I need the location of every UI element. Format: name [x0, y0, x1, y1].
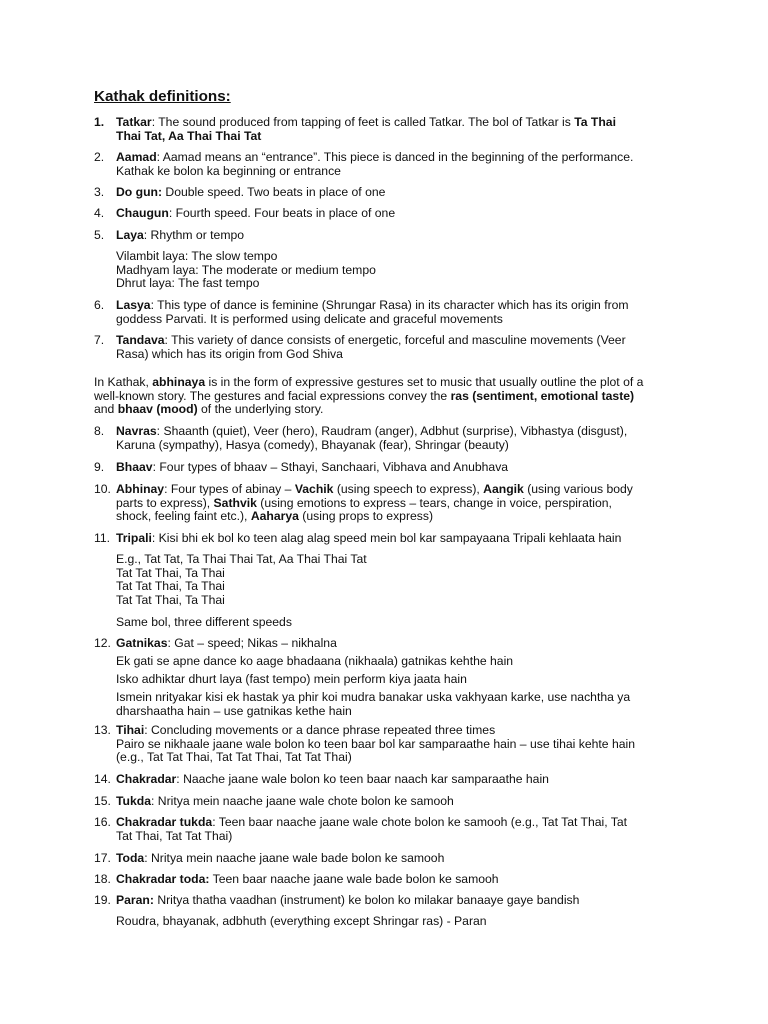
term: Paran:	[116, 893, 154, 907]
abhinaya-paragraph	[94, 376, 694, 417]
definition-text: (e.g., Tat Tat Thai, Tat Tat Thai, Tat Tat Thai)	[116, 750, 352, 765]
definition-text: shock, feeling faint etc.),	[116, 509, 251, 524]
term: Tihai	[116, 723, 145, 737]
list-item-toda	[94, 852, 694, 866]
definition-text: : Nritya mein naache jaane wale bade bolon ke samooh	[144, 851, 445, 865]
list-item-tandava	[94, 334, 694, 361]
term: Tatkar	[116, 115, 152, 129]
definition-text: Pairo se nikhaale jaane wale bolon ko teen baar bol kar samparaathe hain – use tihai kehte hain	[116, 736, 635, 751]
laya-type: Dhrut laya: The fast tempo	[116, 276, 260, 291]
definition-text: Tat Thai, Tat Tat Thai)	[116, 828, 233, 843]
item-number: 13.	[94, 723, 111, 737]
item-number: 12.	[94, 636, 111, 650]
definition-text: Double speed. Two beats in place of one	[162, 185, 386, 199]
item-number: 18.	[94, 872, 111, 886]
tripali-note: Same bol, three different speeds	[116, 615, 292, 629]
definition-text: : Four types of abinay –	[164, 482, 295, 496]
definition-text: (using emotions to express – tears, change in voice, perspiration,	[256, 495, 612, 510]
term: Tandava	[116, 333, 165, 347]
list-item-chakradar-toda	[94, 873, 694, 887]
term: Tripali	[116, 531, 152, 545]
gatnikas-line: Ek gati se apne dance ko aage bhadaana (nikhaala) gatnikas kehthe hain	[116, 654, 514, 668]
paragraph-text: In Kathak,	[94, 375, 153, 389]
term: Tukda	[116, 794, 151, 808]
item-number: 6.	[94, 298, 105, 312]
term: ras (sentiment, emotional taste)	[450, 388, 635, 403]
paragraph-text: well-known story. The gestures and facial expressions convey the	[94, 388, 451, 403]
list-item-abhinay	[94, 483, 694, 524]
term: bhaav (mood)	[117, 402, 198, 417]
paran-note: Roudra, bhayanak, adbhuth (everything except Shringar ras) - Paran	[116, 914, 487, 928]
definition-text: dharshaatha hain – use gatnikas kethe hain	[116, 703, 352, 718]
definition-text: : Shaanth (quiet), Veer (hero), Raudram (anger), Adbhut (surprise), Vibhastya (disgust),	[156, 424, 628, 438]
definition-text: : Aamad means an “entrance”. This piece is danced in the beginning of the performance.	[156, 150, 634, 164]
term: Gatnikas	[116, 636, 168, 650]
list-item-bhaav	[94, 461, 694, 475]
item-number: 19.	[94, 893, 111, 907]
definition-text: parts to express),	[116, 495, 214, 510]
list-item-tukda	[94, 795, 694, 809]
example-line: Tat Tat Thai, Ta Thai	[116, 592, 225, 607]
item-number: 9.	[94, 460, 105, 474]
definition-text: : Concluding movements or a dance phrase repeated three times	[144, 723, 496, 737]
definition-text: (using various body	[523, 482, 633, 496]
definition-text: : This type of dance is feminine (Shrungar Rasa) in its character which has its origin from	[150, 298, 629, 312]
list-item-tihai	[94, 724, 694, 765]
list-item-lasya	[94, 299, 694, 326]
laya-type: Madhyam laya: The moderate or medium tempo	[116, 262, 376, 277]
example-line: Tat Tat Thai, Ta Thai	[116, 579, 225, 594]
example-line: E.g., Tat Tat, Ta Thai Thai Tat, Aa Thai Thai Tat	[116, 552, 367, 566]
list-item-navras	[94, 425, 694, 452]
term: Navras	[116, 424, 157, 438]
definition-text: Teen baar naache jaane wale bade bolon ke samooh	[209, 872, 499, 886]
definition-text: : Gat – speed; Nikas – nikhalna	[167, 636, 337, 650]
item-number: 1.	[94, 115, 105, 129]
gatnikas-line	[116, 691, 696, 718]
item-number: 11.	[94, 531, 111, 545]
term: Toda	[116, 851, 145, 865]
list-item-chakradar	[94, 773, 694, 787]
page-title: Kathak definitions:	[94, 88, 231, 105]
definition-text: : Rhythm or tempo	[143, 228, 245, 242]
term: Aamad	[116, 150, 157, 164]
list-item-chakradar-tukda	[94, 816, 694, 843]
item-number: 14.	[94, 772, 111, 786]
definition-text: : Fourth speed. Four beats in place of one	[168, 206, 396, 220]
item-number: 8.	[94, 424, 105, 438]
list-item-gatnikas	[94, 637, 694, 651]
term: abhinaya	[152, 375, 206, 389]
tripali-examples	[116, 553, 696, 607]
definition-text: Kathak ke bolon ka beginning or entrance	[116, 163, 341, 178]
definition-text: : Nritya mein naache jaane wale chote bolon ke samooh	[151, 794, 454, 808]
list-item-do-gun	[94, 186, 694, 200]
laya-types	[116, 250, 696, 291]
gatnikas-line: Isko adhiktar dhurt laya (fast tempo) mein perform kiya jaata hain	[116, 672, 467, 686]
list-item-tripali	[94, 532, 694, 546]
definition-text: (using props to express)	[298, 509, 434, 524]
definition-text: : Kisi bhi ek bol ko teen alag alag speed mein bol kar sampayaana Tripali kehlaata hain	[151, 531, 622, 545]
term: Aangik	[483, 482, 524, 496]
term: Chakradar toda:	[116, 872, 210, 886]
definition-text: Karuna (sympathy), Hasya (comedy), Bhayanak (fear), Shringar (beauty)	[116, 437, 509, 452]
paragraph-text: of the underlying story.	[197, 402, 324, 417]
definition-text: : Teen baar naache jaane wale chote bolon ke samooh (e.g., Tat Tat Thai, Tat	[212, 815, 628, 829]
list-item-chaugun	[94, 207, 694, 221]
item-number: 7.	[94, 333, 105, 347]
item-number: 3.	[94, 185, 105, 199]
term: Vachik	[294, 482, 334, 496]
definition-text: Nritya thatha vaadhan (instrument) ke bolon ko milakar banaaye gaye bandish	[153, 893, 580, 907]
term: Abhinay	[116, 482, 165, 496]
definition-text: : Naache jaane wale bolon ko teen baar naach kar samparaathe hain	[176, 772, 549, 786]
bol-text: Thai Tat, Aa Thai Thai Tat	[116, 128, 262, 143]
definition-text: : The sound produced from tapping of feet is called Tatkar. The bol of Tatkar is	[151, 115, 575, 129]
term: Chakradar	[116, 772, 177, 786]
list-item-paran	[94, 894, 694, 908]
term: Laya	[116, 228, 144, 242]
list-item-aamad	[94, 151, 694, 178]
item-number: 4.	[94, 206, 105, 220]
term: Do gun:	[116, 185, 163, 199]
item-number: 5.	[94, 228, 105, 242]
term: Chakradar tukda	[116, 815, 213, 829]
paragraph-text: and	[94, 402, 118, 417]
definition-text: : This variety of dance consists of energetic, forceful and masculine movements (Veer	[164, 333, 626, 347]
term: Chaugun	[116, 206, 169, 220]
list-item-tatkar	[94, 116, 694, 143]
term: Lasya	[116, 298, 151, 312]
definition-text: Rasa) which has its origin from God Shiva	[116, 346, 343, 361]
item-number: 15.	[94, 794, 111, 808]
bol-text: Ta Thai	[574, 115, 616, 129]
item-number: 16.	[94, 815, 111, 829]
item-number: 2.	[94, 150, 105, 164]
item-number: 17.	[94, 851, 111, 865]
definition-text: : Four types of bhaav – Sthayi, Sanchaari, Vibhava and Anubhava	[152, 460, 509, 474]
list-item-laya	[94, 229, 694, 243]
term: Bhaav	[116, 460, 153, 474]
item-number: 10.	[94, 482, 111, 496]
example-line: Tat Tat Thai, Ta Thai	[116, 565, 225, 580]
term: Aaharya	[250, 509, 299, 524]
definition-text: (using speech to express),	[333, 482, 484, 496]
laya-type: Vilambit laya: The slow tempo	[116, 249, 278, 263]
term: Sathvik	[213, 495, 257, 510]
definition-text: goddess Parvati. It is performed using delicate and graceful movements	[116, 311, 503, 326]
definition-text: Ismein nrityakar kisi ek hastak ya phir koi mudra banakar uska vakhyaan karke, use nachtha ya	[116, 690, 631, 704]
paragraph-text: is in the form of expressive gestures set to music that usually outline the plot of a	[205, 375, 644, 389]
